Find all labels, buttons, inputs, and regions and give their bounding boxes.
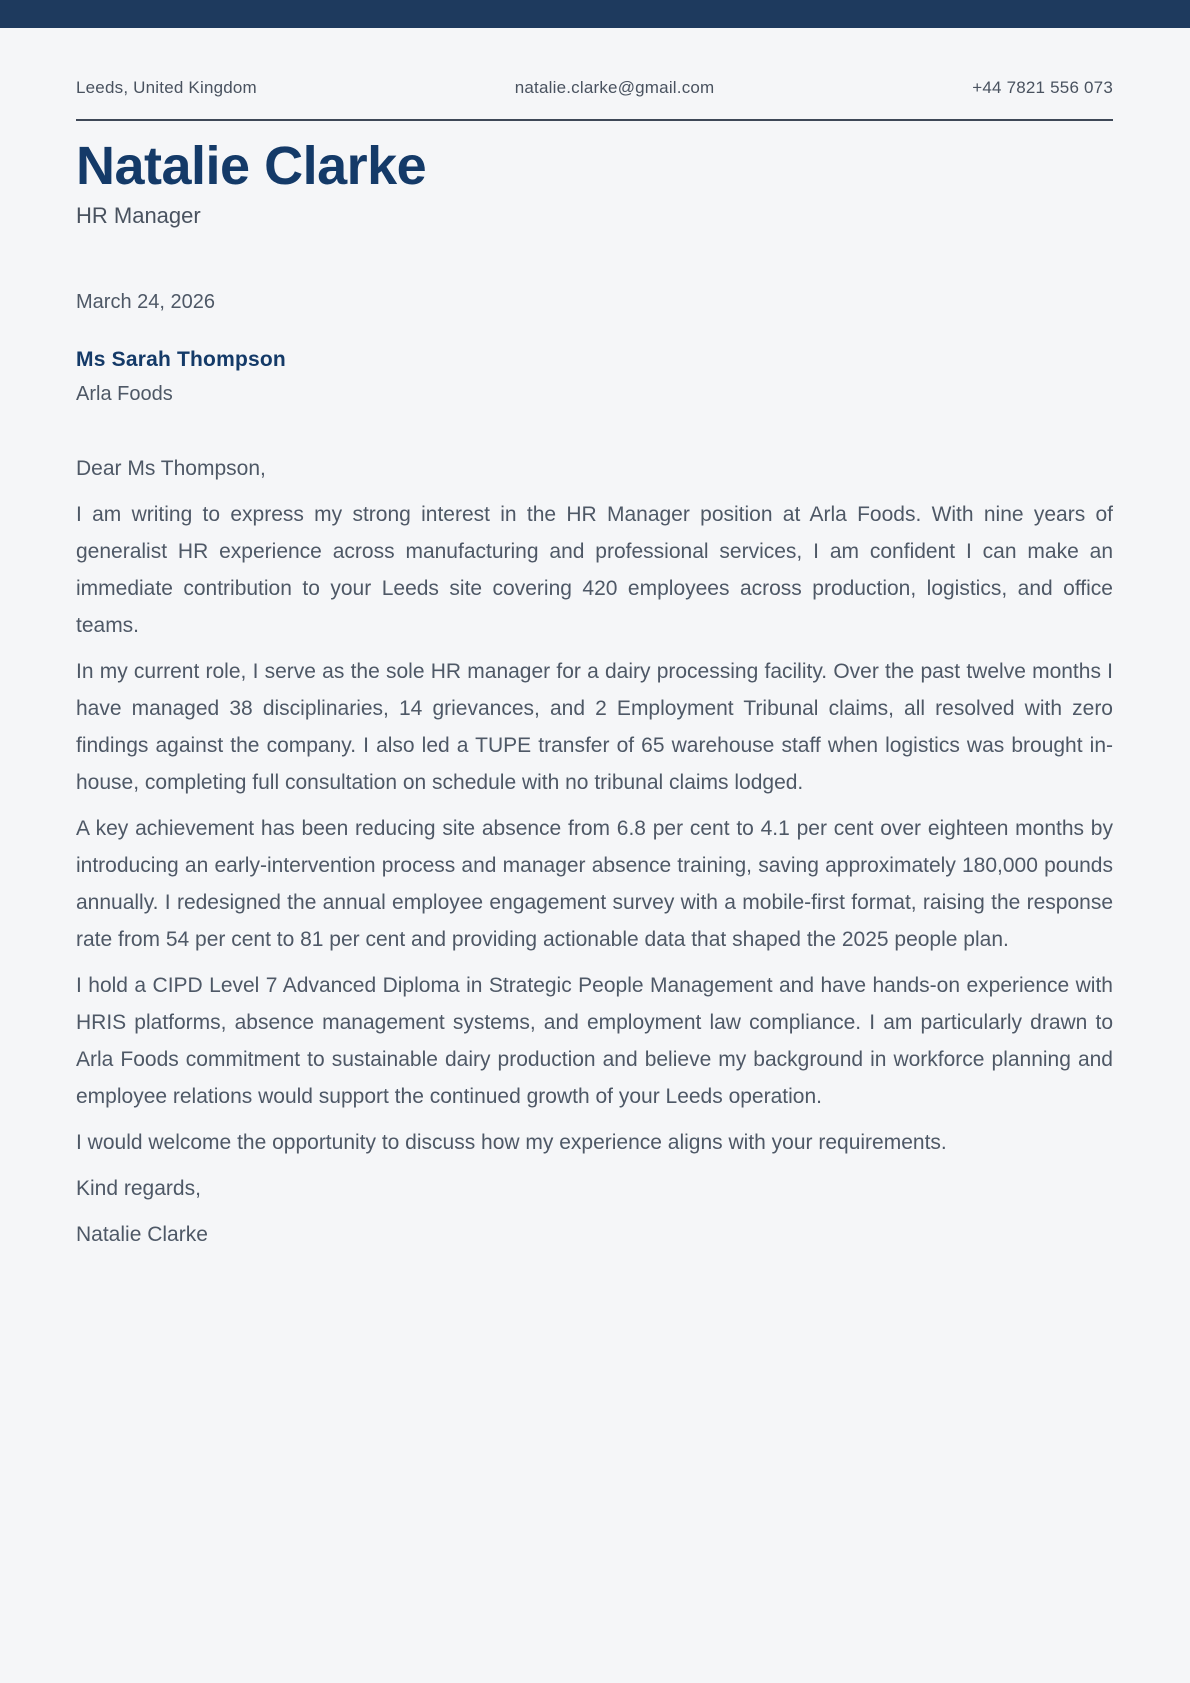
cover-letter-page [0,28,1190,1253]
letter-paragraph: I hold a CIPD Level 7 Advanced Diploma in Strategic People Management and have hands-on experience with HRIS platforms, absence management systems, and employment law compliance. I am particularly drawn to Arla Foods commitment to sustainable dairy production and believe my background in workforce planning and employee relations would support the continued growth of your Leeds operation. [76,974,1113,1108]
letter-date: March 24, 2026 [76,291,215,313]
signature: Natalie Clarke [76,1223,208,1246]
letter-paragraph: I would welcome the opportunity to discuss how my experience aligns with your requirements. [76,1131,947,1154]
salutation: Dear Ms Thompson, [76,457,266,480]
top-accent-bar [0,0,1190,28]
contact-bar [76,78,1113,98]
letter-body [76,450,1113,1253]
contact-email: natalie.clarke@gmail.com [514,78,715,97]
letter-paragraph: I am writing to express my strong interest in the HR Manager position at Arla Foods. With nine years of generalist HR experience across manufacturing and professional services, I am confident I can make an immediate contribution to your Leeds site covering 420 employees across production, logistics, and office teams. [76,503,1113,637]
contact-location: Leeds, United Kingdom [76,78,257,97]
recipient-name: Ms Sarah Thompson [76,348,286,371]
letter-paragraph: In my current role, I serve as the sole HR manager for a dairy processing facility. Over the past twelve months I have managed 38 disciplinaries, 14 grievances, and 2 Employment Tribunal claims, all resolved with zero findings against the company. I also led a TUPE transfer of 65 warehouse staff when logistics was brought in-house, completing full consultation on schedule with no tribunal claims lodged. [76,660,1113,794]
letter-paragraph: A key achievement has been reducing site absence from 6.8 per cent to 4.1 per cent over eighteen months by introducing an early-intervention process and manager absence training, saving approximately 180,000 pounds annually. I redesigned the annual employee engagement survey with a mobile-first format, raising the response rate from 54 per cent to 81 per cent and providing actionable data that shaped the 2025 people plan. [76,817,1113,951]
job-title: HR Manager [76,203,201,228]
contact-phone: +44 7821 556 073 [972,78,1113,97]
header-divider [76,119,1113,121]
recipient-company: Arla Foods [76,383,173,405]
closing: Kind regards, [76,1177,201,1200]
page-title: Natalie Clarke [76,136,427,196]
recipient-block [76,348,1113,406]
